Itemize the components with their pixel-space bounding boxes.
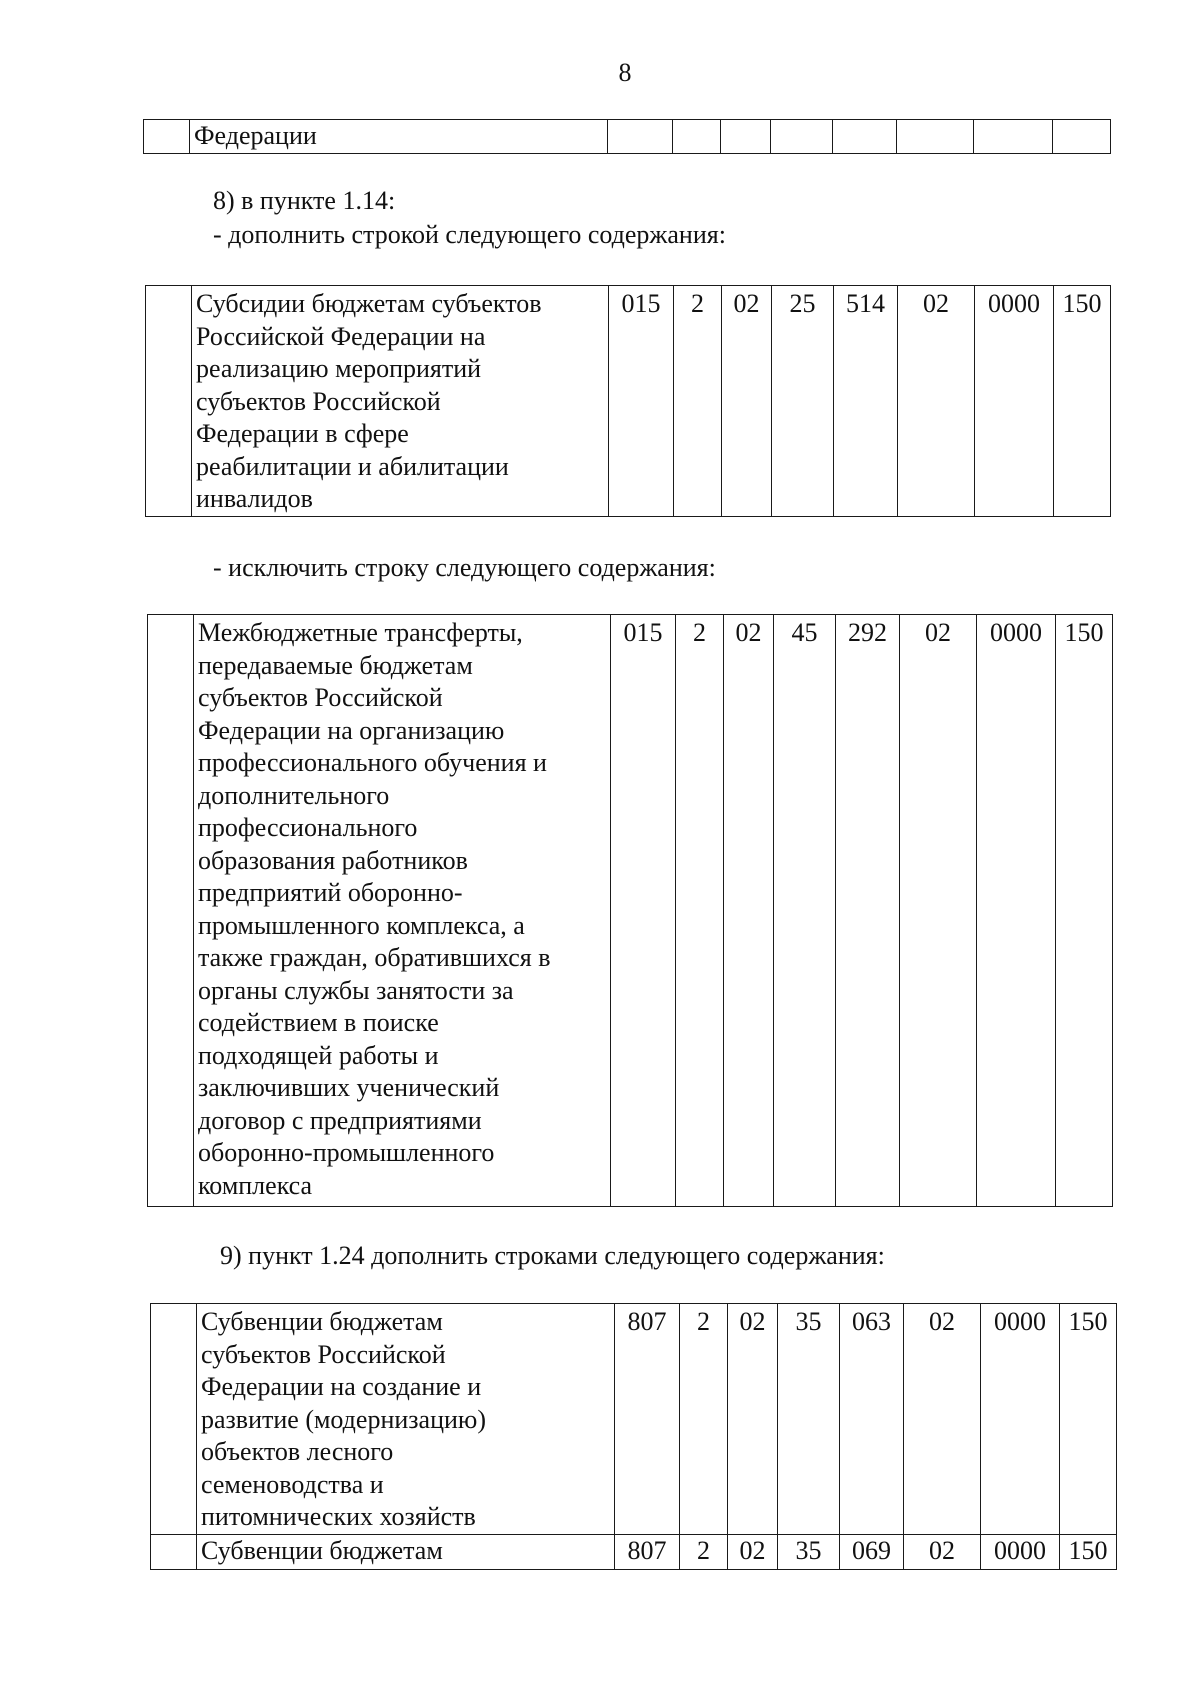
row-name-cell: Субсидии бюджетам субъектов Российской Федерации на реализацию мероприятий субъектов Российской Федерации в сфере реабилитации и абилитации инвалидов	[192, 286, 609, 517]
remove-row-table	[147, 614, 1113, 1207]
row-number-cell	[151, 1304, 197, 1535]
code-article: 45	[774, 615, 836, 1207]
code-subgroup: 02	[728, 1534, 778, 1569]
section9-table	[150, 1303, 1117, 1570]
code-element: 02	[900, 615, 977, 1207]
code-group: 2	[680, 1304, 728, 1535]
code-element: 02	[904, 1304, 981, 1535]
row-number-cell	[144, 120, 190, 154]
code-admin: 015	[611, 615, 676, 1207]
row-name-cell: Межбюджетные трансферты, передаваемые бюджетам субъектов Российской Федерации на организацию профессионального обучения и дополнительного профессионального образования работников предприятий оборонно- промышленного комплекса, а также граждан, обратившихся в органы службы занятости за содействием в поиске подходящей работы и заключивших ученический договор с предприятиями оборонно-промышленного комплекса	[194, 615, 611, 1207]
code-group: 2	[674, 286, 722, 517]
code-program: 0000	[981, 1534, 1060, 1569]
row-name-cell: Субвенции бюджетам субъектов Российской Федерации на создание и развитие (модернизацию) объектов лесного семеноводства и питомнических хозяйств	[197, 1304, 615, 1535]
continued-table	[143, 119, 1111, 154]
section8-title: 8) в пункте 1.14:	[213, 186, 396, 215]
section9-title: 9) пункт 1.24 дополнить строками следующего содержания:	[220, 1241, 885, 1270]
code-admin: 015	[609, 286, 674, 517]
code-article: 35	[778, 1534, 840, 1569]
table-row	[151, 1304, 1117, 1535]
code-subgroup: 02	[722, 286, 772, 517]
code-subarticle: 069	[840, 1534, 904, 1569]
row-name-cell: Субвенции бюджетам	[197, 1534, 615, 1569]
row-number-cell	[146, 286, 192, 517]
code-group: 2	[680, 1534, 728, 1569]
row-name-cell: Федерации	[190, 120, 608, 154]
code-subarticle: 514	[834, 286, 898, 517]
table-row	[148, 615, 1113, 1207]
code-subgroup: 02	[724, 615, 774, 1207]
table-row	[144, 120, 1111, 154]
page-number: 8	[618, 58, 632, 87]
code-group: 2	[676, 615, 724, 1207]
code-article: 25	[772, 286, 834, 517]
code-program: 0000	[981, 1304, 1060, 1535]
section8-remove-label: - исключить строку следующего содержания:	[213, 553, 716, 582]
table-row	[146, 286, 1111, 517]
section8-add-label: - дополнить строкой следующего содержания:	[213, 220, 726, 249]
code-economic: 150	[1054, 286, 1111, 517]
code-program: 0000	[975, 286, 1054, 517]
table-row	[151, 1534, 1117, 1569]
code-program: 0000	[977, 615, 1056, 1207]
code-subarticle: 063	[840, 1304, 904, 1535]
code-admin: 807	[615, 1534, 680, 1569]
row-number-cell	[148, 615, 194, 1207]
code-economic: 150	[1056, 615, 1113, 1207]
code-element: 02	[904, 1534, 981, 1569]
code-subgroup: 02	[728, 1304, 778, 1535]
code-subarticle: 292	[836, 615, 900, 1207]
code-admin: 807	[615, 1304, 680, 1535]
code-article: 35	[778, 1304, 840, 1535]
code-economic: 150	[1060, 1304, 1117, 1535]
add-row-table	[145, 285, 1111, 517]
code-economic: 150	[1060, 1534, 1117, 1569]
code-element: 02	[898, 286, 975, 517]
row-number-cell	[151, 1534, 197, 1569]
